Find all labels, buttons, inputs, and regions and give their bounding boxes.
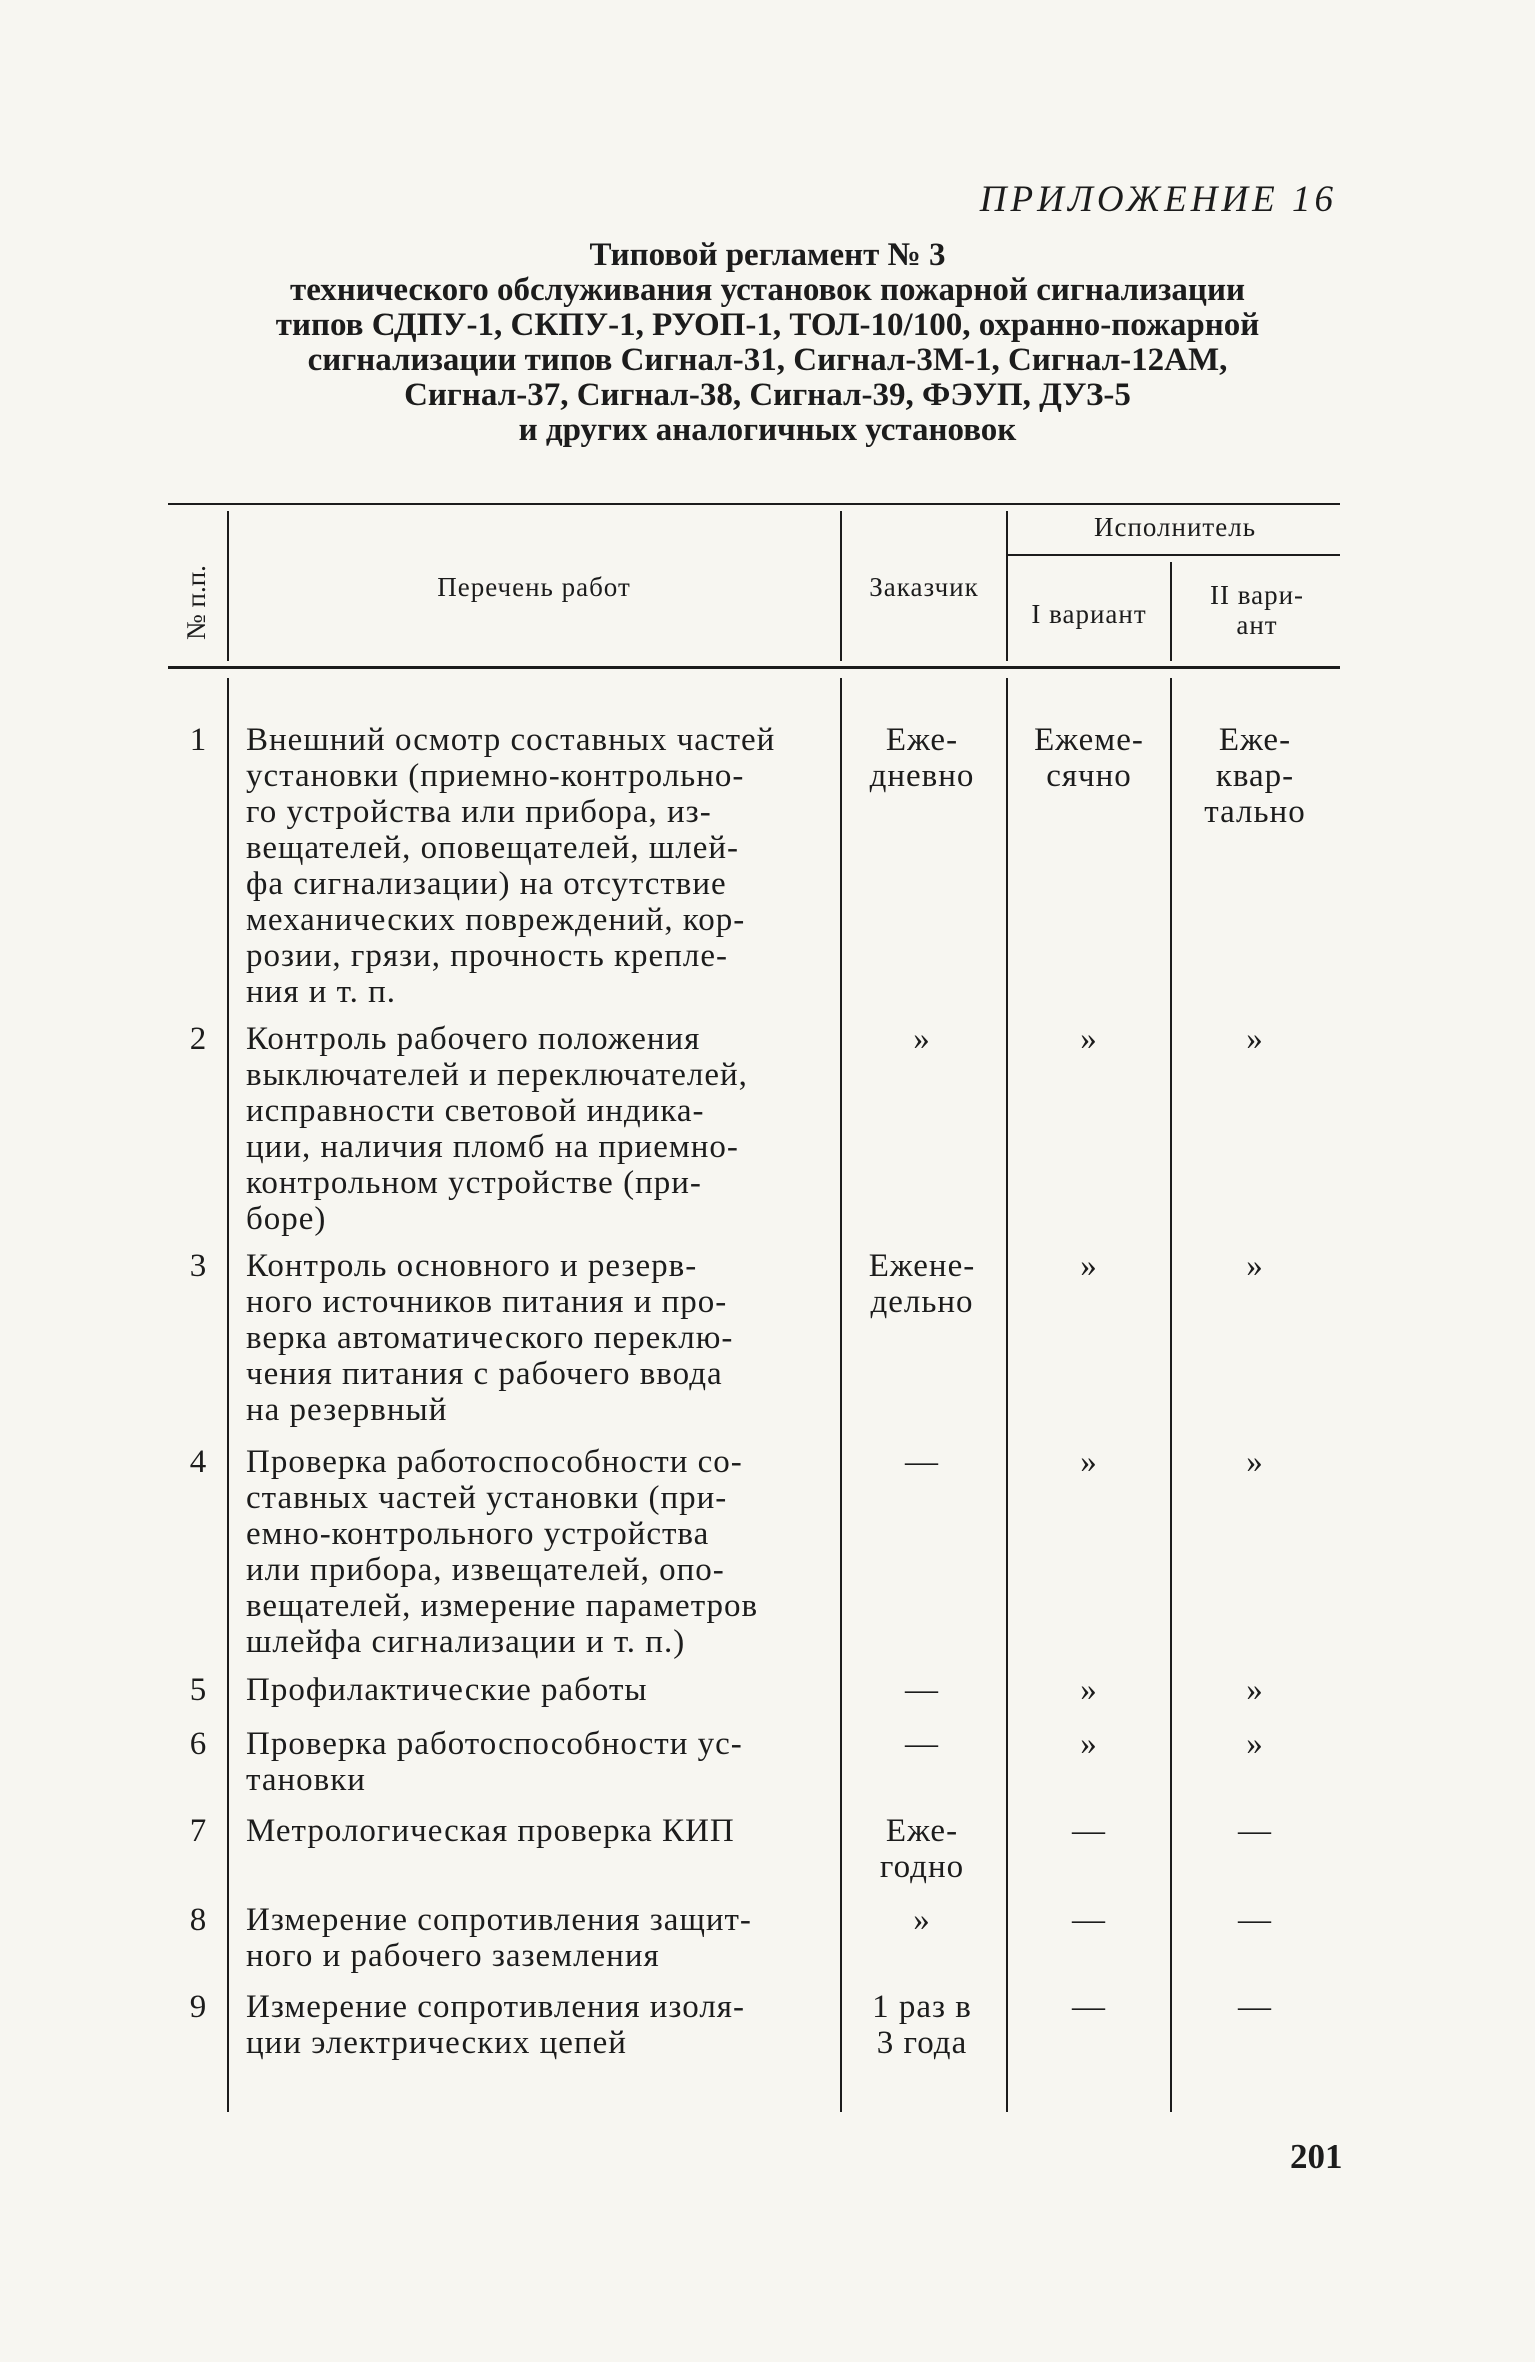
variant2-line: — [1238, 1813, 1272, 1849]
work-line: ного и рабочего заземления [246, 1938, 660, 1974]
variant2-line: » [1246, 1021, 1264, 1057]
work-line: Внешний осмотр составных частей [246, 722, 776, 758]
column-divider [227, 678, 229, 2112]
variant1-line: » [1080, 1726, 1098, 1762]
page-number: 201 [1290, 2137, 1343, 2176]
work-description [246, 1021, 830, 1237]
customer-cell [842, 1444, 1002, 1480]
work-line: исправности световой индика- [246, 1093, 705, 1129]
variant1-line: » [1080, 1672, 1098, 1708]
column-divider [1170, 678, 1172, 2112]
header-customer: Заказчик [869, 572, 979, 602]
header-variant-1: I вариант [1031, 599, 1147, 629]
work-line: Измерение сопротивления защит- [246, 1902, 752, 1938]
variant1-line: — [1072, 1989, 1106, 2025]
work-line: го устройства или прибора, из- [246, 794, 712, 830]
variant2-cell [1172, 1902, 1338, 1938]
work-line: выключателей и переключателей, [246, 1057, 748, 1093]
customer-line: — [905, 1444, 939, 1480]
row-number: 9 [189, 1989, 207, 2025]
work-description [246, 722, 830, 1010]
work-description [246, 1248, 830, 1428]
variant2-line: — [1238, 1902, 1272, 1938]
variant2-cell [1172, 1989, 1338, 2025]
customer-line: » [913, 1902, 931, 1938]
customer-cell [842, 1726, 1002, 1762]
variant1-cell [1008, 1989, 1170, 2025]
work-line: розии, грязи, прочность крепле- [246, 938, 728, 974]
header-work: Перечень работ [437, 572, 631, 602]
customer-cell [842, 1989, 1002, 2061]
title-line: Типовой регламент № 3 [589, 237, 946, 273]
variant1-cell [1008, 1726, 1170, 1762]
work-description [246, 1672, 830, 1708]
variant2-line: » [1246, 1726, 1264, 1762]
variant2-line: тально [1204, 794, 1306, 830]
variant2-line: квар- [1215, 758, 1295, 794]
work-description [246, 1726, 830, 1798]
work-line: контрольном устройстве (при- [246, 1165, 702, 1201]
row-number: 2 [189, 1021, 207, 1057]
variant2-line: » [1246, 1248, 1264, 1284]
customer-line: » [913, 1021, 931, 1057]
work-line: вещателей, измерение параметров [246, 1588, 759, 1624]
variant1-cell [1008, 1813, 1170, 1849]
header-executor: Исполнитель [1093, 512, 1257, 542]
variant1-cell [1008, 722, 1170, 794]
work-line: тановки [246, 1762, 366, 1798]
customer-line: — [905, 1672, 939, 1708]
customer-line: дельно [870, 1284, 974, 1320]
work-line: установки (приемно-контрольно- [246, 758, 745, 794]
work-line: боре) [246, 1201, 327, 1237]
variant2-cell [1172, 1813, 1338, 1849]
work-line: Профилактические работы [246, 1672, 648, 1708]
work-line: или прибора, извещателей, опо- [246, 1552, 725, 1588]
work-line: Контроль основного и резерв- [246, 1248, 698, 1284]
variant2-line: » [1246, 1672, 1264, 1708]
work-line: ния и т. п. [246, 974, 397, 1010]
customer-cell [842, 1672, 1002, 1708]
variant2-cell [1172, 1726, 1338, 1762]
header-variant-2 [1174, 580, 1340, 640]
variant1-line: — [1072, 1902, 1106, 1938]
header-variant-2-line: ант [1236, 610, 1278, 640]
row-number: 3 [189, 1248, 207, 1284]
title-line: сигнализации типов Сигнал-31, Сигнал-3М-1, Сигнал-12АМ, [307, 342, 1228, 378]
row-number: 4 [189, 1444, 207, 1480]
work-line: фа сигнализации) на отсутствие [246, 866, 727, 902]
variant1-line: Ежеме- [1034, 722, 1144, 758]
variant2-line: Еже- [1218, 722, 1292, 758]
variant1-line: » [1080, 1444, 1098, 1480]
customer-cell [842, 1248, 1002, 1320]
work-line: Проверка работоспособности ус- [246, 1726, 743, 1762]
variant1-line: » [1080, 1021, 1098, 1057]
work-description [246, 1902, 830, 1974]
customer-cell [842, 1813, 1002, 1885]
work-description [246, 1444, 830, 1660]
column-divider [1170, 562, 1172, 661]
variant1-cell [1008, 1444, 1170, 1480]
work-line: ного источников питания и про- [246, 1284, 728, 1320]
variant1-cell [1008, 1021, 1170, 1057]
work-description [246, 1989, 830, 2061]
work-line: на резервный [246, 1392, 448, 1428]
title-line: и других аналогичных установок [518, 412, 1017, 448]
header-number: № п.п. [181, 565, 211, 640]
variant1-cell [1008, 1672, 1170, 1708]
document-title [0, 238, 1535, 448]
customer-line: Еже- [885, 1813, 959, 1849]
work-line: Измерение сопротивления изоля- [246, 1989, 745, 2025]
row-number: 7 [189, 1813, 207, 1849]
variant2-cell [1172, 1021, 1338, 1057]
variant2-cell [1172, 1248, 1338, 1284]
appendix-label: ПРИЛОЖЕНИЕ 16 [979, 179, 1337, 220]
row-number: 1 [189, 722, 207, 758]
header-variant-2-line: II вари- [1209, 580, 1305, 610]
variant2-cell [1172, 722, 1338, 830]
work-line: ставных частей установки (при- [246, 1480, 728, 1516]
variant2-line: — [1238, 1989, 1272, 2025]
variant2-cell [1172, 1444, 1338, 1480]
variant1-cell [1008, 1902, 1170, 1938]
customer-line: Еже- [885, 722, 959, 758]
customer-line: 1 раз в [872, 1989, 972, 2025]
customer-cell [842, 722, 1002, 794]
customer-line: 3 года [876, 2025, 968, 2061]
work-line: ции, наличия пломб на приемно- [246, 1129, 739, 1165]
work-line: ции электрических цепей [246, 2025, 627, 2061]
title-line: типов СДПУ-1, СКПУ-1, РУОП-1, ТОЛ-10/100, охранно-пожарной [275, 307, 1260, 343]
row-number: 6 [189, 1726, 207, 1762]
table-top-rule [168, 503, 1340, 505]
variant2-cell [1172, 1672, 1338, 1708]
work-line: чения питания с рабочего ввода [246, 1356, 723, 1392]
column-divider [1006, 511, 1008, 661]
variant1-line: — [1072, 1813, 1106, 1849]
work-line: емно-контрольного устройства [246, 1516, 710, 1552]
work-line: вещателей, оповещателей, шлей- [246, 830, 739, 866]
column-divider [840, 678, 842, 2112]
header-bottom-rule [168, 666, 1340, 669]
work-line: Метрологическая проверка КИП [246, 1813, 735, 1849]
work-line: Проверка работоспособности со- [246, 1444, 743, 1480]
work-line: верка автоматического переклю- [246, 1320, 734, 1356]
customer-line: дневно [869, 758, 975, 794]
title-line: технического обслуживания установок пожарной сигнализации [290, 272, 1245, 308]
variant2-line: » [1246, 1444, 1264, 1480]
customer-line: — [905, 1726, 939, 1762]
customer-line: Ежене- [868, 1248, 976, 1284]
customer-cell [842, 1902, 1002, 1938]
customer-cell [842, 1021, 1002, 1057]
column-divider [1006, 678, 1008, 2112]
row-number: 5 [189, 1672, 207, 1708]
variant1-line: » [1080, 1248, 1098, 1284]
work-line: Контроль рабочего положения [246, 1021, 701, 1057]
work-line: механических повреждений, кор- [246, 902, 746, 938]
variant1-line: сячно [1046, 758, 1132, 794]
work-line: шлейфа сигнализации и т. п.) [246, 1624, 686, 1660]
title-line: Сигнал-37, Сигнал-38, Сигнал-39, ФЭУП, ДУЗ-5 [404, 377, 1131, 413]
executor-rule [1006, 554, 1340, 556]
variant1-cell [1008, 1248, 1170, 1284]
customer-line: годно [879, 1849, 965, 1885]
column-divider [227, 511, 229, 661]
row-number: 8 [189, 1902, 207, 1938]
column-divider [840, 511, 842, 661]
work-description [246, 1813, 830, 1849]
